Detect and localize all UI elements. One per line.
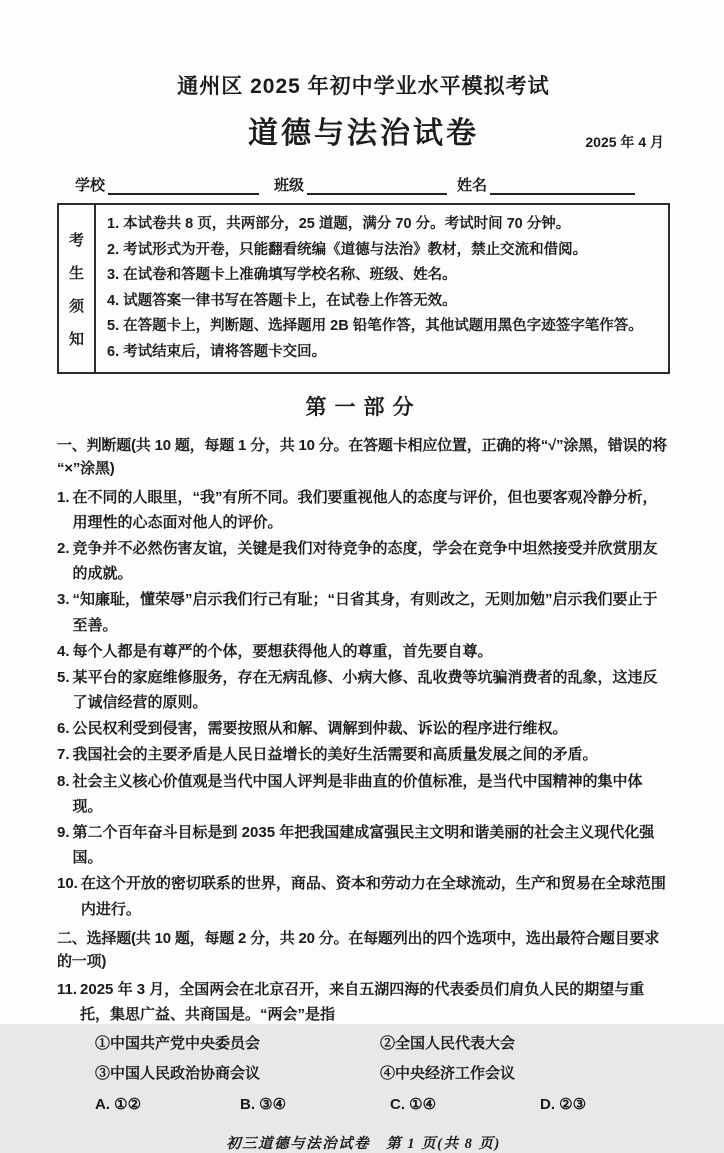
answer-choice-row	[95, 1092, 670, 1117]
notice-side-char: 知	[68, 330, 84, 348]
question-number: 4.	[57, 642, 70, 660]
notice-item: 6. 考试结束后，请将答题卡交回。	[107, 343, 327, 360]
exam-date: 2025 年 4 月	[585, 134, 664, 150]
question-item-10	[57, 871, 670, 921]
notice-side-char: 须	[68, 297, 84, 315]
question-item-4	[57, 639, 670, 664]
question-number: 3.	[57, 591, 70, 609]
question-text: 我国社会的主要矛盾是人民日益增长的美好生活需要和高质量发展之间的矛盾。	[72, 746, 598, 764]
notice-item: 1. 本试卷共 8 页，共两部分，25 道题，满分 70 分。考试时间 70 分钟。	[107, 216, 571, 232]
notice-items	[96, 205, 668, 372]
question-text: 某平台的家庭维修服务，存在无病乱修、小病大修、乱收费等坑骗消费者的乱象，这违反了诚信经营的原则。	[72, 668, 658, 712]
paper-title-row	[57, 108, 670, 154]
paper-title: 道德与法治试卷	[248, 117, 479, 150]
answer-choice-a: A. ①②	[95, 1096, 142, 1114]
class-label: 班级	[274, 177, 305, 194]
question-text: 在不同的人眼里，“我”有所不同。我们要重视他人的态度与评价，但也要客观冷静分析，用理性的心态面对他人的评价。	[72, 488, 658, 531]
question-text: 在这个开放的密切联系的世界，商品、资本和劳动力在全球流动，生产和贸易在全球范围内进行。	[80, 875, 666, 918]
question-item-2	[57, 536, 670, 586]
answer-choice-c: C. ①④	[390, 1096, 437, 1114]
question-number: 10.	[57, 875, 78, 893]
question-item-8	[57, 769, 670, 819]
class-fill-line	[307, 178, 447, 195]
question-number: 6.	[57, 720, 70, 738]
question-text: 公民权利受到侵害，需要按照从和解、调解到仲裁、诉讼的程序进行维权。	[72, 720, 568, 738]
question-item-6	[57, 716, 670, 741]
exam-title: 通州区 2025 年初中学业水平模拟考试	[177, 75, 550, 98]
question-number: 2.	[57, 539, 70, 557]
name-label: 姓名	[457, 177, 488, 194]
notice-item: 3. 在试卷和答题卡上准确填写学校名称、班级、姓名。	[107, 267, 457, 284]
question-item-5	[57, 665, 670, 715]
answer-choice-d: D. ②③	[540, 1096, 587, 1114]
page-footer: 初三道德与法治试卷 第 1 页(共 8 页)	[226, 1136, 501, 1153]
question-item-7	[57, 742, 670, 767]
option-list	[95, 1031, 670, 1086]
notice-side-char: 生	[68, 264, 84, 282]
question-number: 11.	[57, 981, 78, 999]
question-11-choices	[95, 1031, 670, 1118]
question-item-11	[57, 977, 670, 1027]
school-label: 学校	[75, 177, 106, 194]
student-info-row	[57, 174, 670, 195]
question-number: 8.	[57, 772, 70, 790]
choice-section-heading: 二、选择题(共 10 题，每题 2 分，共 20 分。在每题列出的四个选项中，选出最符合题目要求的一项)	[57, 929, 660, 971]
question-text: “知廉耻，懂荣辱”启示我们行己有耻；“日省其身，有则改之，无则加勉”启示我们要止于至善。	[72, 591, 658, 634]
option-item-3: ③中国人民政治协商会议	[95, 1064, 261, 1082]
question-text: 第二个百年奋斗目标是到 2035 年把我国建成富强民主文明和谐美丽的社会主义现代化强国。	[72, 824, 655, 867]
option-item-4: ④中央经济工作会议	[380, 1064, 516, 1082]
notice-side-label	[59, 205, 96, 372]
question-number: 9.	[57, 824, 70, 842]
question-text: 2025 年 3 月，全国两会在北京召开，来自五湖四海的代表委员们肩负人民的期望与重托，集思广益、共商国是。“两会”是指	[80, 981, 645, 1024]
answer-choice-b: B. ③④	[240, 1096, 287, 1114]
question-text: 竞争并不必然伤害友谊，关键是我们对待竞争的态度，学会在竞争中坦然接受并欣赏朋友的成就。	[72, 539, 658, 583]
question-number: 5.	[57, 668, 70, 686]
question-text: 每个人都是有尊严的个体，要想获得他人的尊重，首先要自尊。	[72, 642, 493, 660]
question-number: 7.	[57, 746, 70, 764]
question-text: 社会主义核心价值观是当代中国人评判是非曲直的价值标准，是当代中国精神的集中体现。	[72, 772, 643, 815]
question-item-9	[57, 820, 670, 870]
notice-item: 5. 在答题卡上，判断题、选择题用 2B 铅笔作答，其他试题用黑色字迹签字笔作答。	[107, 318, 643, 335]
question-number: 1.	[57, 488, 70, 506]
school-fill-line	[108, 178, 259, 195]
question-item-1	[57, 485, 670, 535]
notice-side-char: 考	[68, 231, 84, 249]
option-item-2: ②全国人民代表大会	[380, 1034, 516, 1052]
option-item-1: ①中国共产党中央委员会	[95, 1034, 261, 1052]
name-fill-line	[490, 178, 635, 195]
part-one-title: 第一部分	[305, 396, 422, 420]
notice-item: 2. 考试形式为开卷，只能翻看统编《道德与法治》教材，禁止交流和借阅。	[107, 241, 588, 258]
question-item-3	[57, 587, 670, 637]
candidate-notice-box	[57, 203, 670, 374]
notice-item: 4. 试题答案一律书写在答题卡上，在试卷上作答无效。	[107, 292, 457, 309]
judgement-section-heading: 一、判断题(共 10 题，每题 1 分，共 10 分。在答题卡相应位置，正确的将“√”涂黑，错误的将“×”涂黑)	[57, 437, 667, 478]
